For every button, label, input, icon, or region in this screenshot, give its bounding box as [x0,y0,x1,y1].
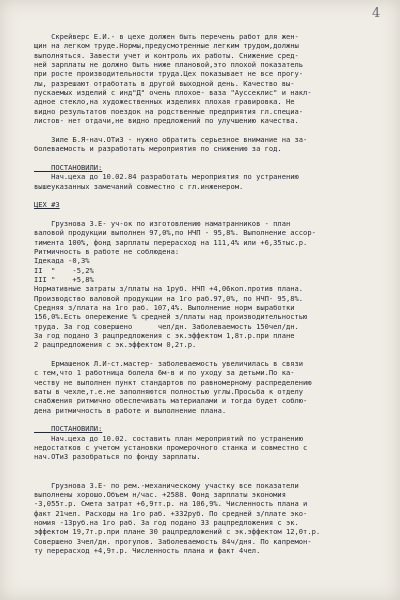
text-line: ваты в чехле,т.е.не заполняются полностью углы.Просьба к отделу [34,387,304,397]
text-line: факт 21чел. Расходы на 1го раб. +332руб. По средней з/плате эко- [34,508,308,518]
text-line: выполнены хорошо.Объем н/час. +2588. Фонд зарплаты экономия [34,489,286,499]
text-line: Производство валовой продукции на 1го раб.97,0%, по НЧП- 95,8%. [34,293,304,303]
heading-shop-3 [34,200,390,209]
text-line: честву не выполнен пункт стандартов по равномерному распределению [34,377,312,387]
heading-postanovili-1 [34,163,390,172]
text-line: III " +5,8% [34,274,94,284]
text-line: эффектом 19,7т.р.при плане 30 рацпредложений с эк.эффектом 12,0т.р. [34,527,321,537]
text-line: выполняться. Завести учет и контроль их работы. Снижение сред- [34,50,299,60]
heading-line: ЦЕХ #3 [34,200,60,210]
text-line: вышеуказанных замечаний совместно с гл.инженером. [34,181,244,191]
paragraph-skreyvers [34,32,390,125]
resolution-2 [34,434,390,462]
text-line: -3,055т.р. Смета затрат +6,9тт.р. на 106,9%. Численность плана и [34,499,308,509]
heading-line: ПОСТАНОВИЛИ: [34,162,103,172]
document-body [34,32,390,555]
paragraph-gruzinova-1 [34,219,390,350]
text-line: ней зарплаты не должно быть ниже плановой,это плохой показатель [34,60,304,70]
text-line: За год подано 3 рацпредложения с эк.эффектом 1,8т.р.при плане [34,331,295,340]
text-line: Грузнова З.Е- уч-ок по изготовлению наматранников - план [34,218,291,228]
blank-line [34,471,390,480]
blank-line [34,350,390,359]
text-line: Нач.цеха до 10.02.84 разработать мероприятия по устранению [34,172,299,182]
text-line: дена ритмичность в работе и выполнение плана. [34,405,227,415]
heading-postanovili-2 [34,424,390,433]
paragraph-gruzinova-2 [34,481,390,556]
text-line: с тем,что 1 работница болела 6м-в и по уходу за детьми.По ка- [34,368,295,378]
blank-line [34,415,390,424]
text-line: нач.ОТиЗ разобраться по фонду зарплаты. [34,452,201,462]
text-line: Нормативные затраты з/платы на 1руб. НЧП +4,06коп.против плана. [34,284,304,294]
text-line: Iдекада -0,3% [34,256,90,266]
paragraph-zile [34,135,390,154]
text-line: II " -5,2% [34,265,94,275]
text-line: щин на легком труде.Нормы,предусмотренные легким трудом,должны [34,41,299,51]
text-line: Скрейверс Е.И.- в цехе должен быть перечень работ для жен- [34,32,299,41]
text-line: лы, разрешают отработать в другой выходной день. Качество вы- [34,78,295,88]
heading-line: ПОСТАНОВИЛИ: [34,424,103,434]
blank-line [34,153,390,162]
text-line: ту перерасход +4,9т.р. Численность плана и факт 4чел. [34,545,261,555]
text-line: 2 рацпредложения с эк.эффектом 0,2т.р. [34,340,197,350]
text-line: валовой продукции выполнен 97,0%,по НЧП - 95,8%. Выполнение ассор- [34,228,316,238]
text-line: Ритмичность в работе не соблюдена: [34,246,180,256]
text-line: видно результатов поездок на родственные предприятия гл.специа- [34,106,304,116]
text-line: пускаемых изделий с инд"Д" очень плохое- ваза "Ауссеклис" и накл- [34,88,312,98]
text-line: номия -13руб.на 1го раб. За год подано 33 рацпредложения с эк. [34,517,299,527]
text-line: листов- нет отдачи,не видно предложений по улучшению качества. [34,116,299,126]
text-line: Средняя з/плата на 1го раб. 107,4%. Выполнение норм выработки [34,302,295,312]
text-line: Грузнова З.Е- по рем.-механическому участку все показатели [34,480,299,490]
text-line: снабжения ритмично обеспечивать материалами и тогда будет соблю- [34,396,308,406]
blank-line [34,191,390,200]
text-line: недостатков с учетом установки промерочного станка и совместно с [34,443,308,453]
text-line: тимента 100%, фонд зарплаты перерасход на 111,4% или +6,35тыс.р. [34,237,308,247]
paragraph-ermashenok [34,359,390,415]
text-line: при росте производительности труда.Цех показывает не все прогу- [34,69,304,79]
page-number: 4 [372,6,381,21]
blank-line [34,210,390,219]
text-line: Нач.цеха до 10.02. составить план мероприятий по устранению [34,433,304,443]
text-line: адное стекло,на художественных изделиях плохая гравировка. Не [34,97,295,107]
text-line: Совершено 3чел/дн. прогулов. Заболеваемость 84ч/дня. По капремон- [34,536,312,546]
text-line: болеваемость и разработать мероприятия по снижению за год. [34,144,282,154]
text-line: 156,0%.Есть опережение % средней з/платы над производительностью [34,312,308,322]
text-line: труда. За год совершено чел/дн. Заболеваемость 150чел/дн. [34,321,299,331]
resolution-1 [34,172,390,191]
blank-line [34,125,390,134]
text-line: Зиле Б.Я-нач.ОТиЗ - нужно обратить серьезное внимание на за- [34,134,308,144]
blank-line [34,462,390,471]
text-line: Ермашенок Л.И-ст.мастер- заболеваемость увеличилась в связи [34,359,304,369]
